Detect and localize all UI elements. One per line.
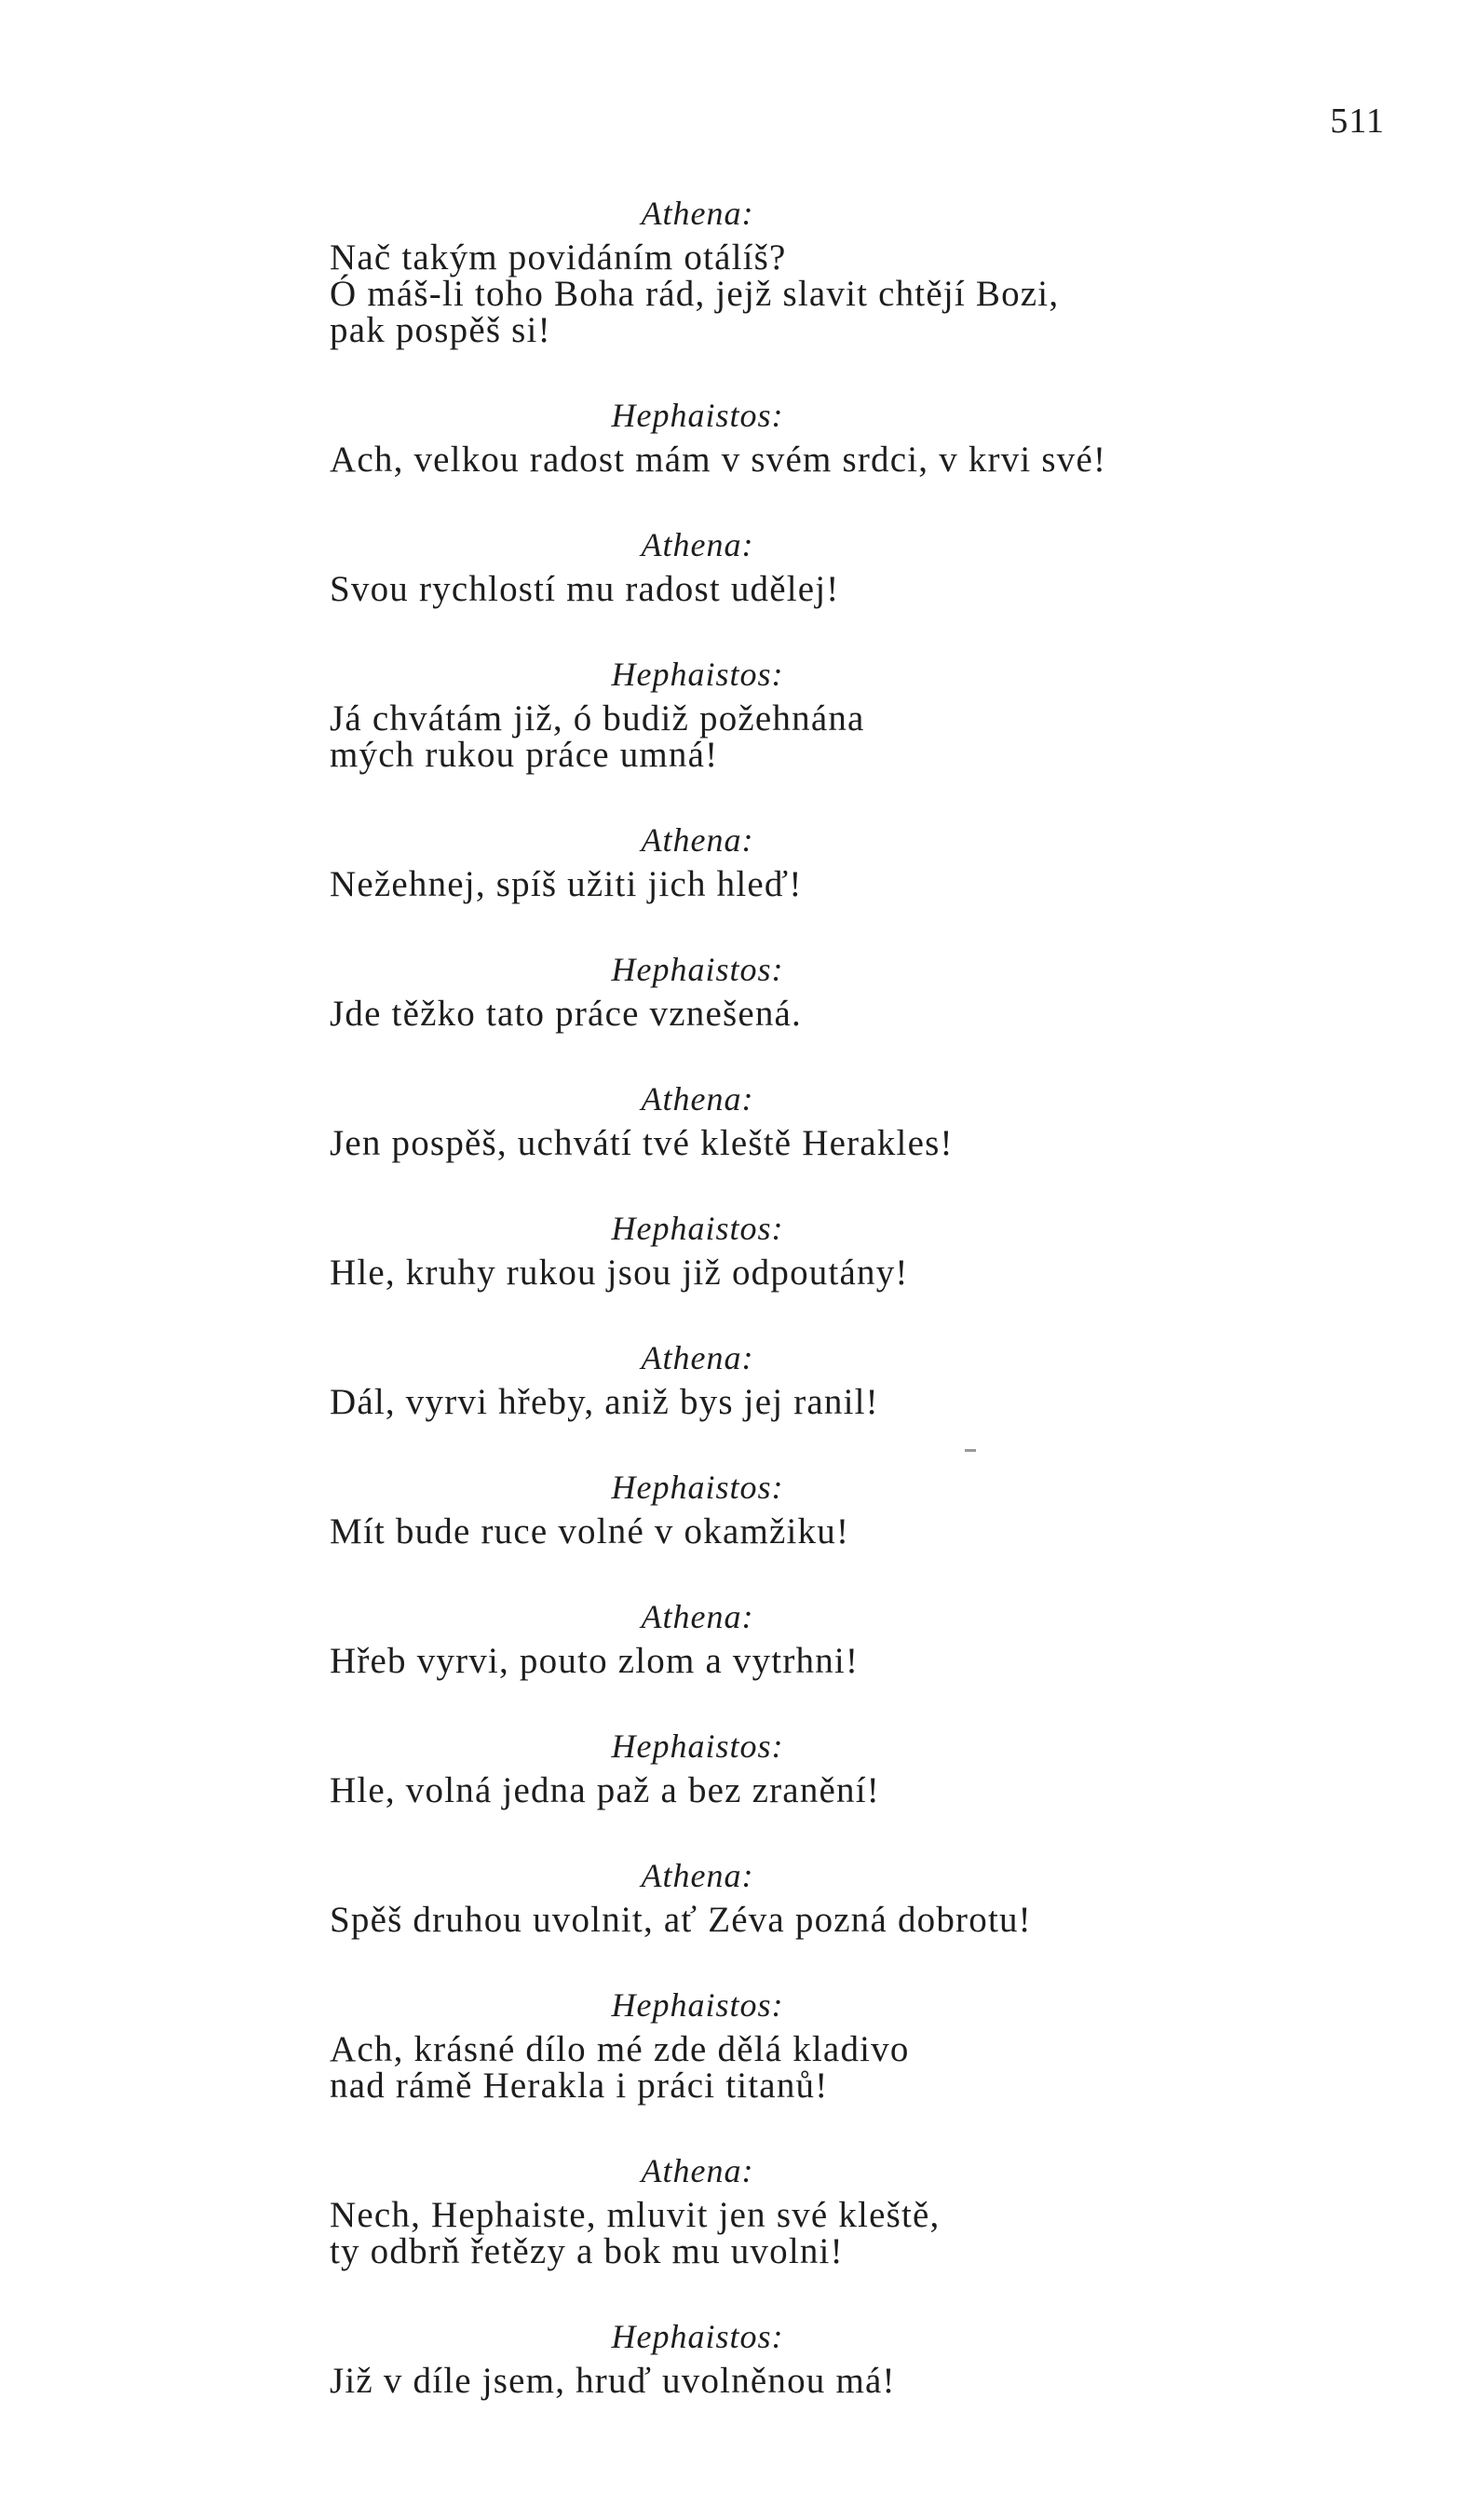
dialogue-exchange bbox=[330, 1077, 1354, 1161]
speaker-name: Athena: bbox=[641, 1080, 754, 1118]
dialogue-exchange bbox=[330, 2314, 1354, 2399]
speaker-name: Athena: bbox=[641, 526, 754, 563]
spoken-lines bbox=[330, 1513, 1354, 1550]
speaker-name: Hephaistos: bbox=[611, 656, 784, 693]
dialogue-exchange bbox=[330, 652, 1354, 773]
dialogue-exchange bbox=[330, 1206, 1354, 1291]
verse-line: Hle, volná jedna paž a bez zranění! bbox=[330, 1770, 880, 1810]
speaker-name: Hephaistos: bbox=[611, 951, 784, 988]
verse-line: Ó máš-li toho Boha rád, jejž slavit chtějí Bozi, bbox=[330, 274, 1060, 314]
dialogue-exchange bbox=[330, 522, 1354, 607]
spoken-lines bbox=[330, 1384, 1354, 1420]
verse-line: Já chvátám již, ó budiž požehnána bbox=[330, 698, 865, 738]
spoken-lines bbox=[330, 866, 1354, 902]
dialogue bbox=[330, 191, 1354, 2399]
speaker-name: Hephaistos: bbox=[611, 1986, 784, 2024]
speaker-name: Hephaistos: bbox=[611, 1727, 784, 1765]
spoken-lines bbox=[330, 1772, 1354, 1809]
spoken-lines bbox=[330, 441, 1354, 478]
dialogue-exchange bbox=[330, 1465, 1354, 1550]
verse-line: Již v díle jsem, hruď uvolněnou má! bbox=[330, 2361, 896, 2401]
dialogue-exchange bbox=[330, 393, 1354, 478]
verse-line: Spěš druhou uvolnit, ať Zéva pozná dobrotu! bbox=[330, 1900, 1032, 1940]
dialogue-exchange bbox=[330, 1594, 1354, 1679]
verse-line: Jen pospěš, uchvátí tvé kleště Herakles! bbox=[330, 1123, 954, 1163]
spoken-lines bbox=[330, 1125, 1354, 1161]
spoken-lines bbox=[330, 239, 1354, 348]
verse-line: Svou rychlostí mu radost udělej! bbox=[330, 569, 840, 609]
dialogue-exchange bbox=[330, 1335, 1354, 1420]
verse-line: mých rukou práce umná! bbox=[330, 735, 719, 775]
verse-line: Hle, kruhy rukou jsou již odpoutány! bbox=[330, 1253, 909, 1293]
verse-line: Nač takým povidáním otálíš? bbox=[330, 237, 787, 278]
spoken-lines bbox=[330, 2031, 1354, 2104]
dialogue-exchange bbox=[330, 1724, 1354, 1809]
verse-line: Dál, vyrvi hřeby, aniž bys jej ranil! bbox=[330, 1382, 879, 1422]
spoken-lines bbox=[330, 1902, 1354, 1938]
speaker-name: Athena: bbox=[641, 1598, 754, 1635]
spoken-lines bbox=[330, 1643, 1354, 1679]
speaker-name: Athena: bbox=[641, 2152, 754, 2189]
dialogue-exchange bbox=[330, 1983, 1354, 2104]
verse-line: Nech, Hephaiste, mluvit jen své kleště, bbox=[330, 2195, 941, 2235]
spoken-lines bbox=[330, 2197, 1354, 2269]
verse-line: pak pospěš si! bbox=[330, 310, 551, 350]
spoken-lines bbox=[330, 571, 1354, 607]
dialogue-exchange bbox=[330, 191, 1354, 348]
speaker-name: Athena: bbox=[641, 1339, 754, 1376]
verse-line: Mít bude ruce volné v okamžiku! bbox=[330, 1511, 850, 1551]
stray-print-mark bbox=[965, 1449, 976, 1452]
spoken-lines bbox=[330, 700, 1354, 773]
spoken-lines bbox=[330, 2363, 1354, 2399]
verse-line: Ach, krásné dílo mé zde dělá kladivo bbox=[330, 2029, 910, 2069]
dialogue-exchange bbox=[330, 818, 1354, 902]
speaker-name: Athena: bbox=[641, 821, 754, 859]
verse-line: ty odbrň řetězy a bok mu uvolni! bbox=[330, 2231, 844, 2271]
speaker-name: Hephaistos: bbox=[611, 397, 784, 434]
speaker-name: Hephaistos: bbox=[611, 2318, 784, 2355]
speaker-name: Athena: bbox=[641, 195, 754, 232]
dialogue-exchange bbox=[330, 947, 1354, 1032]
speaker-name: Hephaistos: bbox=[611, 1210, 784, 1247]
speaker-name: Athena: bbox=[641, 1857, 754, 1894]
spoken-lines bbox=[330, 996, 1354, 1032]
spoken-lines bbox=[330, 1254, 1354, 1291]
speaker-name: Hephaistos: bbox=[611, 1469, 784, 1506]
verse-line: nad rámě Herakla i práci titanů! bbox=[330, 2066, 829, 2106]
verse-line: Nežehnej, spíš užiti jich hleď! bbox=[330, 864, 803, 904]
dialogue-exchange bbox=[330, 1853, 1354, 1938]
verse-line: Ach, velkou radost mám v svém srdci, v krvi své! bbox=[330, 440, 1107, 480]
page-number: 511 bbox=[1330, 102, 1385, 141]
dialogue-exchange bbox=[330, 2148, 1354, 2269]
verse-line: Jde těžko tato práce vznešená. bbox=[330, 994, 803, 1034]
verse-line: Hřeb vyrvi, pouto zlom a vytrhni! bbox=[330, 1641, 860, 1681]
